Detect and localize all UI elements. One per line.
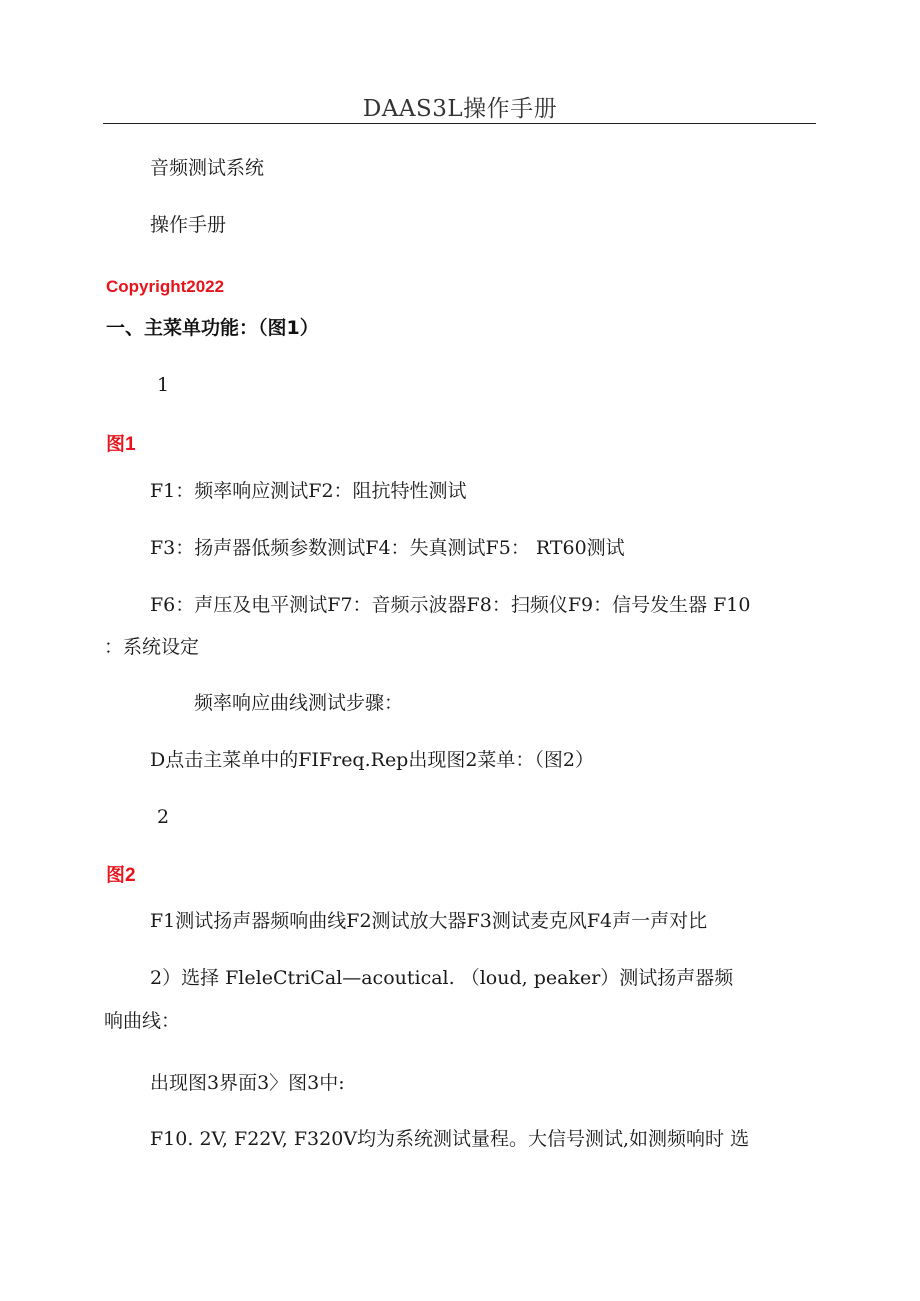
figure-1-placeholder: 1 (157, 374, 170, 396)
copyright-text: Copyright2022 (106, 277, 225, 296)
menu-line-3: F6：声压及电平测试F7：音频示波器F8：扫频仪F9：信号发生器 F10 (150, 594, 751, 616)
page-header-title: DAAS3L操作手册 (362, 96, 558, 122)
step-2-text: 2）选择 FleleCtriCal—acoutical. （loud, peaker）测试扬声器频 (150, 967, 734, 989)
menu-line-3-continued: ：系统设定 (104, 636, 200, 658)
figure-1-caption: 图1 (106, 434, 136, 455)
menu-line-2: F3：扬声器低频参数测试F4：失真测试F5： RT60测试 (150, 537, 625, 559)
figure-2-placeholder: 2 (157, 806, 170, 828)
section-heading-main-menu: 一、主菜单功能：（图1） (106, 317, 319, 339)
step-2-text-continued: 响曲线： (104, 1010, 181, 1032)
manual-name: 操作手册 (150, 214, 227, 236)
step-4-text: F10. 2V, F22V, F320V均为系统测试量程。大信号测试,如测频响时 选 (150, 1128, 750, 1150)
header-divider (103, 123, 816, 124)
system-name: 音频测试系统 (150, 157, 265, 179)
freq-response-subheading: 频率响应曲线测试步骤： (194, 692, 404, 714)
menu-2-line: F1测试扬声器频响曲线F2测试放大器F3测试麦克风F4声一声对比 (150, 910, 708, 932)
step-3-text: 出现图3界面3〉图3中: (150, 1072, 345, 1094)
menu-line-1: F1：频率响应测试F2：阻抗特性测试 (150, 480, 467, 502)
step-1-text: D点击主菜单中的FIFreq.Rep出现图2菜单：（图2） (150, 749, 595, 771)
figure-2-caption: 图2 (106, 865, 136, 886)
